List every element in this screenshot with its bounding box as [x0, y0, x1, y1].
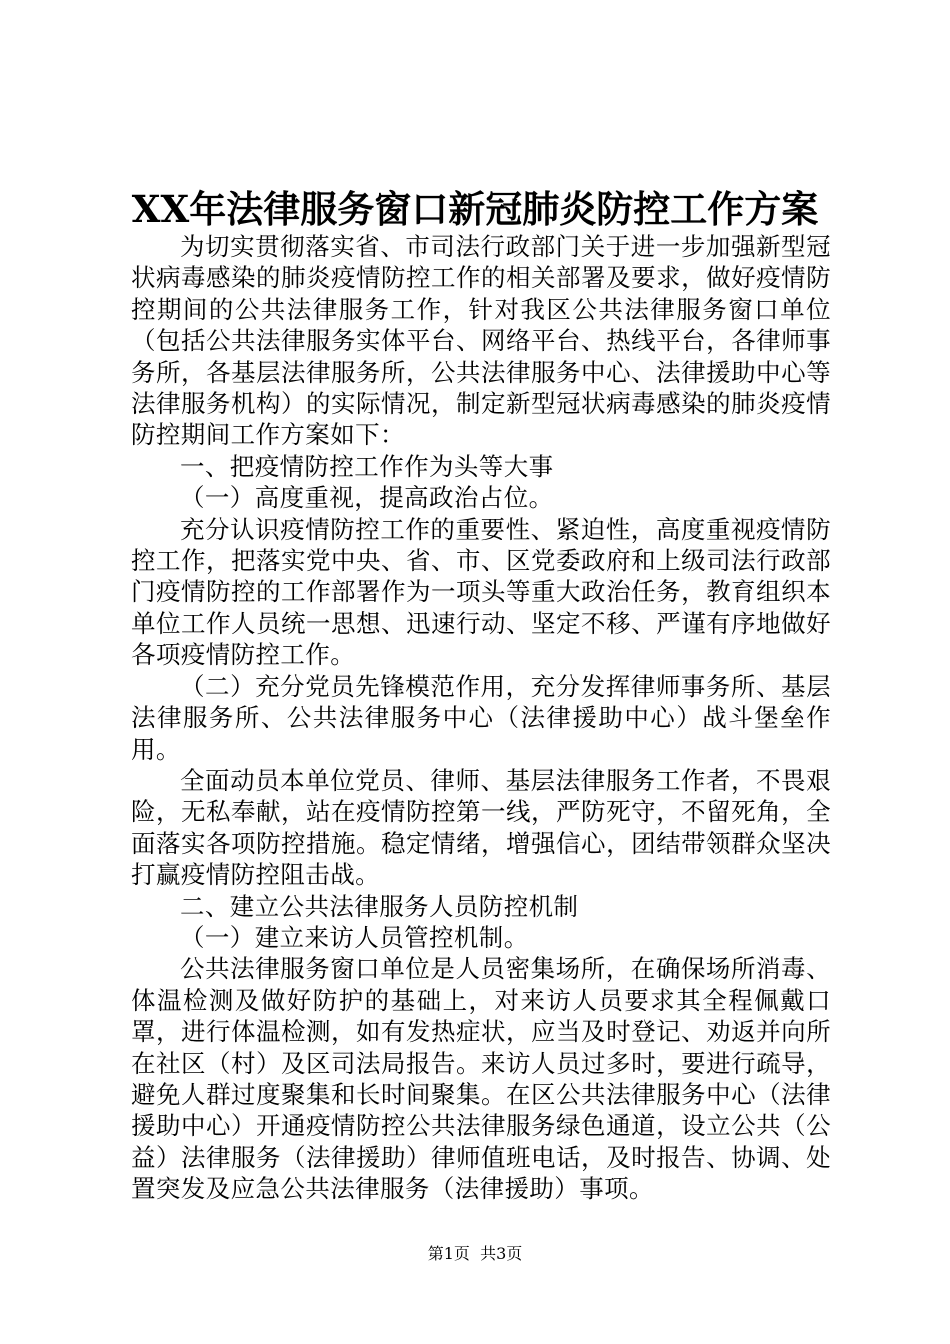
document-body	[131, 231, 831, 1205]
section-heading-2: 二、建立公共法律服务人员防控机制	[180, 891, 579, 921]
body-paragraph-1-1: 充分认识疫情防控工作的重要性、紧迫性，高度重视疫情防控工作，把落实党中央、省、市、区党委政府和上级司法行政部门疫情防控的工作部署作为一项头等重大政治任务，教育组织本单位工作人员统一思想、迅速行动、坚定不移、严谨有序地做好各项疫情防控工作。	[131, 514, 831, 670]
subheading-1-2: （二）充分党员先锋模范作用，充分发挥律师事务所、基层法律服务所、公共法律服务中心（法律援助中心）战斗堡垒作用。	[131, 671, 831, 764]
page-number: 第1页	[427, 1244, 470, 1263]
intro-paragraph: 为切实贯彻落实省、市司法行政部门关于进一步加强新型冠状病毒感染的肺炎疫情防控工作的相关部署及要求，做好疫情防控期间的公共法律服务工作，针对我区公共法律服务窗口单位（包括公共法律服务实体平台、网络平台、热线平台，各律师事务所，各基层法律服务所，公共法律服务中心、法律援助中心等法律服务机构）的实际情况，制定新型冠状病毒感染的肺炎疫情防控期间工作方案如下：	[131, 232, 831, 450]
section-heading-1: 一、把疫情防控工作作为头等大事	[180, 451, 554, 481]
document-title: XX年法律服务窗口新冠肺炎防控工作方案	[131, 187, 819, 231]
body-paragraph-1-2: 全面动员本单位党员、律师、基层法律服务工作者，不畏艰险，无私奉献，站在疫情防控第一线，严防死守，不留死角，全面落实各项防控措施。稳定情绪，增强信心，团结带领群众坚决打赢疫情防控阻击战。	[131, 765, 831, 890]
subheading-2-1: （一）建立来访人员管控机制。	[180, 922, 529, 952]
page-footer	[0, 1244, 950, 1264]
page-total: 共3页	[480, 1244, 523, 1263]
body-paragraph-2-1: 公共法律服务窗口单位是人员密集场所，在确保场所消毒、体温检测及做好防护的基础上，对来访人员要求其全程佩戴口罩，进行体温检测，如有发热症状，应当及时登记、劝返并向所在社区（村）及区司法局报告。来访人员过多时，要进行疏导，避免人群过度聚集和长时间聚集。在区公共法律服务中心（法律援助中心）开通疫情防控公共法律服务绿色通道，设立公共（公益）法律服务（法律援助）律师值班电话，及时报告、协调、处置突发及应急公共法律服务（法律援助）事项。	[131, 954, 831, 1204]
subheading-1-1: （一）高度重视，提高政治占位。	[180, 483, 554, 513]
